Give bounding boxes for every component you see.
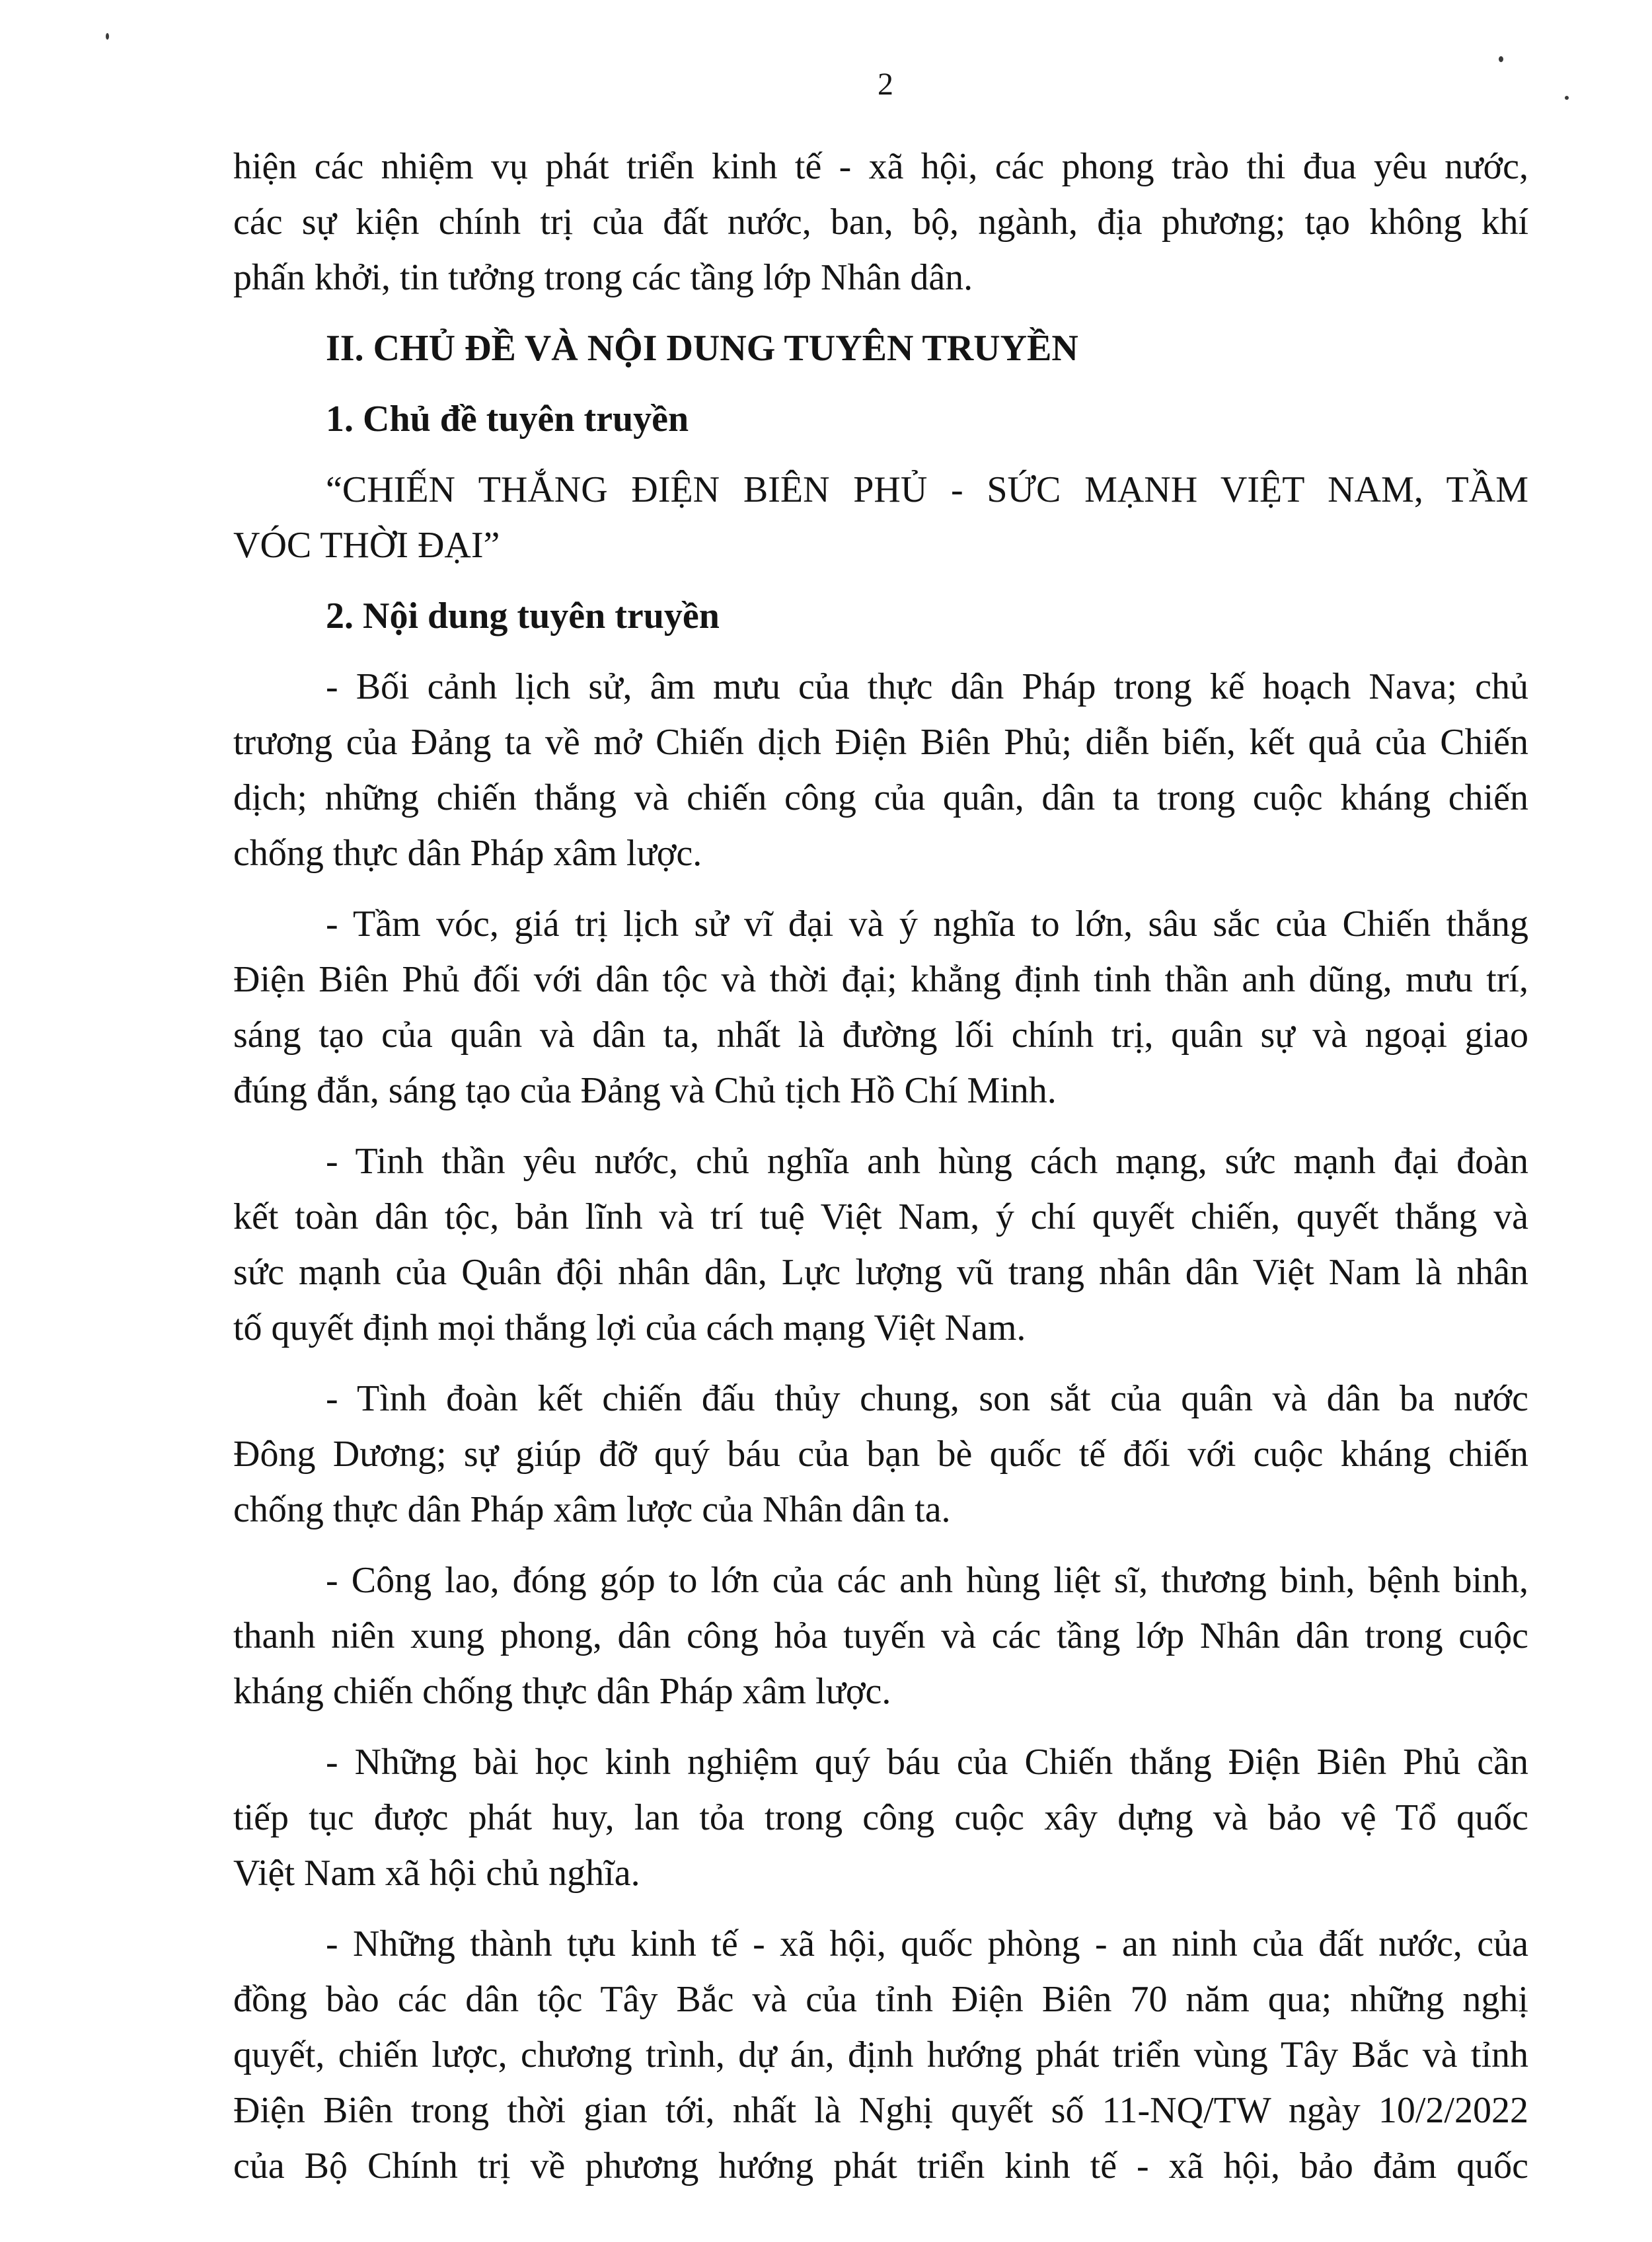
text-line: đồng bào các dân tộc Tây Bắc và của tỉnh Điện Biên 70 năm qua; những nghị (233, 1979, 1528, 2020)
page-number: 2 (878, 67, 893, 102)
paragraph (233, 1734, 1528, 1901)
text-line: - Những bài học kinh nghiệm quý báu của Chiến thắng Điện Biên Phủ cần (326, 1742, 1528, 1783)
theme-line: VÓC THỜI ĐẠI” (233, 525, 500, 566)
paragraph (233, 659, 1528, 881)
subheading-theme: 1. Chủ đề tuyên truyền (326, 399, 689, 440)
text-line: Điện Biên trong thời gian tới, nhất là Nghị quyết số 11-NQ/TW ngày 10/2/2022 (233, 2090, 1528, 2131)
text-line: kết toàn dân tộc, bản lĩnh và trí tuệ Việt Nam, ý chí quyết chiến, quyết thắng và (233, 1196, 1528, 1237)
section-heading: II. CHỦ ĐỀ VÀ NỘI DUNG TUYÊN TRUYỀN (326, 328, 1078, 369)
text-line: phấn khởi, tin tưởng trong các tầng lớp Nhân dân. (233, 257, 973, 298)
text-line: sức mạnh của Quân đội nhân dân, Lực lượng vũ trang nhân dân Việt Nam là nhân (233, 1252, 1528, 1293)
text-line: Điện Biên Phủ đối với dân tộc và thời đại; khẳng định tinh thần anh dũng, mưu trí, (233, 959, 1528, 1000)
scan-speck (106, 33, 109, 40)
text-line: - Bối cảnh lịch sử, âm mưu của thực dân Pháp trong kế hoạch Nava; chủ (326, 666, 1528, 707)
paragraph (233, 1553, 1528, 1719)
paragraph (233, 1916, 1528, 2194)
text-line: - Những thành tựu kinh tế - xã hội, quốc phòng - an ninh của đất nước, của (326, 1923, 1528, 1964)
text-line: sáng tạo của quân và dân ta, nhất là đường lối chính trị, quân sự và ngoại giao (233, 1015, 1528, 1056)
text-line: hiện các nhiệm vụ phát triển kinh tế - xã hội, các phong trào thi đua yêu nước, (233, 146, 1528, 187)
text-line: - Công lao, đóng góp to lớn của các anh hùng liệt sĩ, thương binh, bệnh binh, (326, 1560, 1528, 1601)
text-line: trương của Đảng ta về mở Chiến dịch Điện Biên Phủ; diễn biến, kết quả của Chiến (233, 722, 1528, 763)
text-line: - Tinh thần yêu nước, chủ nghĩa anh hùng cách mạng, sức mạnh đại đoàn (326, 1141, 1528, 1182)
text-line: của Bộ Chính trị về phương hướng phát triển kinh tế - xã hội, bảo đảm quốc (233, 2145, 1528, 2186)
text-line: - Tầm vóc, giá trị lịch sử vĩ đại và ý nghĩa to lớn, sâu sắc của Chiến thắng (326, 904, 1528, 945)
text-line: đúng đắn, sáng tạo của Đảng và Chủ tịch Hồ Chí Minh. (233, 1070, 1057, 1111)
paragraph (233, 1134, 1528, 1356)
paragraph (233, 1371, 1528, 1537)
text-line: dịch; những chiến thắng và chiến công của quân, dân ta trong cuộc kháng chiến (233, 777, 1528, 818)
text-line: Đông Dương; sự giúp đỡ quý báu của bạn bè quốc tế đối với cuộc kháng chiến (233, 1434, 1528, 1475)
text-line: Việt Nam xã hội chủ nghĩa. (233, 1853, 640, 1894)
subheading-content: 2. Nội dung tuyên truyền (326, 596, 720, 637)
paragraph (233, 896, 1528, 1118)
theme-line: “CHIẾN THẮNG ĐIỆN BIÊN PHỦ - SỨC MẠNH VIỆT NAM, TẦM (326, 469, 1528, 510)
text-line: thanh niên xung phong, dân công hỏa tuyến và các tầng lớp Nhân dân trong cuộc (233, 1615, 1528, 1656)
text-line: tố quyết định mọi thắng lợi của cách mạng Việt Nam. (233, 1307, 1026, 1348)
text-line: chống thực dân Pháp xâm lược của Nhân dân ta. (233, 1489, 951, 1530)
text-line: - Tình đoàn kết chiến đấu thủy chung, son sắt của quân và dân ba nước (326, 1378, 1528, 1419)
text-line: các sự kiện chính trị của đất nước, ban, bộ, ngành, địa phương; tạo không khí (233, 202, 1528, 243)
text-line: chống thực dân Pháp xâm lược. (233, 833, 702, 874)
document-body (233, 139, 1528, 2194)
text-line: quyết, chiến lược, chương trình, dự án, định hướng phát triển vùng Tây Bắc và tỉnh (233, 2034, 1528, 2075)
text-line: kháng chiến chống thực dân Pháp xâm lược. (233, 1671, 891, 1712)
text-line: tiếp tục được phát huy, lan tỏa trong công cuộc xây dựng và bảo vệ Tổ quốc (233, 1797, 1528, 1838)
scan-speck (1499, 56, 1503, 62)
